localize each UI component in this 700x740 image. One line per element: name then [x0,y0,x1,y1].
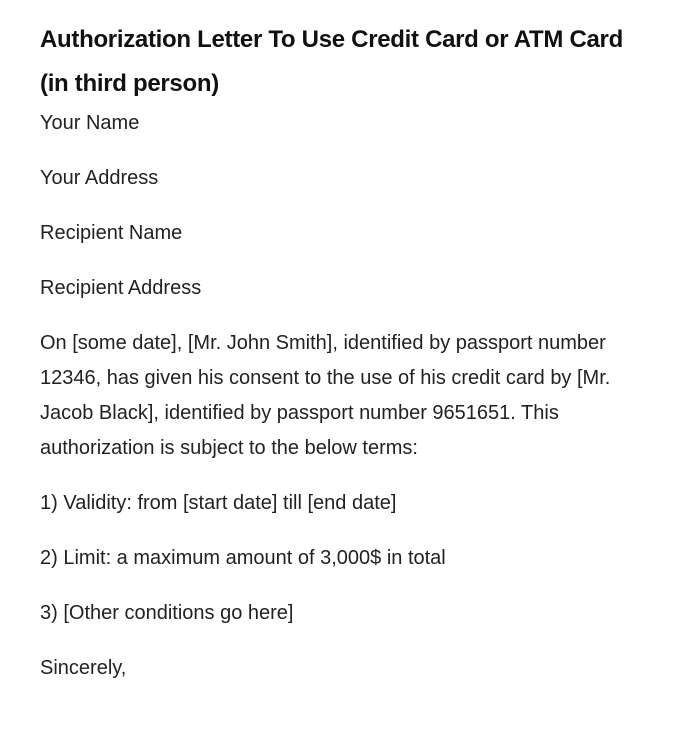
closing: Sincerely, [40,657,127,679]
term-limit: 2) Limit: a maximum amount of 3,000$ in total [40,547,446,569]
term-validity: 1) Validity: from [start date] till [end date] [40,492,397,514]
sender-name: Your Name [40,112,140,134]
letter-document [40,18,640,686]
letter-title: Authorization Letter To Use Credit Card or ATM Card (in third person) [40,26,623,97]
term-other: 3) [Other conditions go here] [40,602,294,624]
recipient-address: Recipient Address [40,277,202,299]
recipient-name: Recipient Name [40,222,183,244]
letter-body: On [some date], [Mr. John Smith], identified by passport number 12346, has given his consent to the use of his credit card by [Mr. Jacob Black], identified by passport number 9651651. This authorization is subject to the below terms: [40,332,616,459]
sender-address: Your Address [40,167,159,189]
